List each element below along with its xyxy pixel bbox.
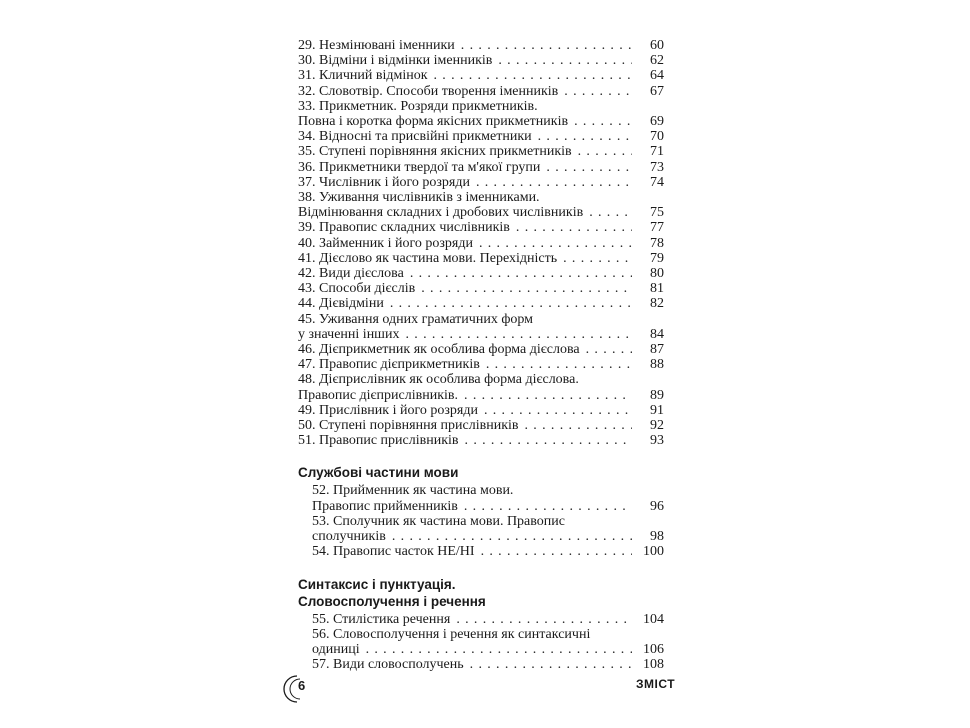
toc-entry-number: 36. <box>298 159 316 175</box>
toc-entry <box>298 627 670 657</box>
toc-entry-title: Прикметник. Розряди прикметників. <box>319 98 538 114</box>
toc-entry-line <box>298 84 670 99</box>
toc-entry-title: Види словосполучень <box>333 657 464 673</box>
toc-entry-title: Уживання одних граматичних форм <box>319 311 534 327</box>
toc-entry-page: 89 <box>650 387 664 403</box>
toc-entry-page: 71 <box>650 144 664 160</box>
toc-entry-line <box>298 38 670 53</box>
toc-entry-line <box>298 403 670 418</box>
toc-entry-line <box>298 236 670 251</box>
toc-entry-title: Дієприкметник як особлива форма дієслова <box>319 342 580 358</box>
toc-entry-number: 29. <box>298 38 316 53</box>
toc-entry-number: 53. <box>312 513 330 529</box>
leader-dots <box>405 327 632 342</box>
toc-entry <box>298 236 670 251</box>
toc-group-syntax <box>298 612 670 673</box>
toc-entry-page: 92 <box>650 418 664 434</box>
toc-entry <box>298 372 670 402</box>
toc-entry-line <box>298 372 670 387</box>
toc-entry-number: 54. <box>312 544 330 560</box>
leader-dots <box>586 342 632 357</box>
toc-entry-title: Ступені порівняння якісних прикметників <box>319 144 572 160</box>
toc-entry-title: Дієприслівник як особлива форма дієслова. <box>319 372 579 388</box>
toc-entry-line <box>298 68 670 83</box>
toc-entry-page: 98 <box>650 529 664 545</box>
toc-entry-title: Способи дієслів <box>319 281 416 297</box>
toc-entry-page: 106 <box>643 641 664 657</box>
toc-entry-page: 73 <box>650 159 664 175</box>
toc-entry-number: 50. <box>298 418 316 434</box>
toc-entry-line <box>298 251 670 266</box>
leader-dots <box>456 612 632 627</box>
toc-entry-title: Правопис складних числівників <box>319 220 510 236</box>
leader-dots <box>461 38 632 53</box>
toc-entry-page: 80 <box>650 266 664 282</box>
toc-entry-page: 84 <box>650 326 664 342</box>
toc-entry-title: Дієслово як частина мови. Перехідність <box>319 250 558 266</box>
section-title-syntax <box>298 576 670 610</box>
toc-entry-line <box>298 220 670 235</box>
leader-dots <box>498 53 632 68</box>
toc-entry-title: Стилістика речення <box>333 611 451 627</box>
toc-entry-number: 52. <box>312 483 330 499</box>
toc-entry-line <box>298 160 670 175</box>
toc-entry-line <box>312 483 670 498</box>
toc-entry-number: 38. <box>298 190 316 206</box>
toc-entry-title: Повна і коротка форма якісних прикметників <box>298 114 569 130</box>
toc-entry <box>298 266 670 281</box>
toc-entry-page: 81 <box>650 281 664 297</box>
toc-entry-line <box>298 327 670 342</box>
toc-entry-number: 32. <box>298 83 316 99</box>
toc-entry-title: Відмінювання складних і дробових числівників <box>298 205 584 221</box>
toc-entry <box>298 129 670 144</box>
toc-entry-number: 51. <box>298 433 316 449</box>
toc-entry <box>298 544 670 559</box>
toc-entry-page: 77 <box>650 220 664 236</box>
toc-entry-number: 39. <box>298 220 316 236</box>
toc-entry <box>298 357 670 372</box>
toc-entry <box>298 418 670 433</box>
toc-entry-number: 43. <box>298 281 316 297</box>
toc-entry <box>298 483 670 513</box>
toc-entry-page: 75 <box>650 205 664 221</box>
toc-entry-number: 56. <box>312 626 330 642</box>
leader-dots <box>390 296 632 311</box>
toc-entry-line <box>298 190 670 205</box>
toc-entry-line <box>298 357 670 372</box>
toc-entry-page: 91 <box>650 402 664 418</box>
toc-entry-page: 88 <box>650 357 664 373</box>
toc-entry-page: 64 <box>650 68 664 84</box>
toc-entry <box>298 190 670 220</box>
leader-dots <box>574 114 632 129</box>
toc-entry-line <box>312 529 670 544</box>
toc-entry-line <box>298 99 670 114</box>
leader-dots <box>421 281 632 296</box>
toc-entry-page: 79 <box>650 250 664 266</box>
toc-entry <box>298 296 670 311</box>
section-title-syntax-line2: Словосполучення і речення <box>298 593 486 609</box>
toc-entry <box>298 220 670 235</box>
toc-entry-number: 35. <box>298 144 316 160</box>
toc-entry <box>298 251 670 266</box>
toc-entry-number: 49. <box>298 402 316 418</box>
leader-dots <box>392 529 632 544</box>
toc-entry <box>298 53 670 68</box>
toc-entry-page: 69 <box>650 114 664 130</box>
toc-entry-number: 45. <box>298 311 316 327</box>
toc-entry-title: Відміни і відмінки іменників <box>319 53 493 69</box>
toc-entry-line <box>298 418 670 433</box>
running-footer-title: ЗМІСТ <box>636 677 676 691</box>
section-title-service-parts: Службові частини мови <box>298 465 459 481</box>
toc-entry-number: 34. <box>298 129 316 145</box>
toc-entry-line <box>298 388 670 403</box>
toc-entry <box>298 160 670 175</box>
toc-entry-line <box>298 296 670 311</box>
toc-entry-title: Прислівник і його розряди <box>319 402 478 418</box>
leader-dots <box>479 236 632 251</box>
toc-entry-number: 37. <box>298 174 316 190</box>
toc-group-service-parts <box>298 483 670 559</box>
toc-entry-line <box>298 266 670 281</box>
toc-entry-number: 57. <box>312 657 330 673</box>
leader-dots <box>410 266 632 281</box>
toc-entry-title: сполучників <box>312 529 386 545</box>
toc-entry-title: Відносні та присвійні прикметники <box>319 129 532 145</box>
toc-entry-line <box>298 205 670 220</box>
toc-entry-title: Сполучник як частина мови. Правопис <box>333 513 565 529</box>
toc-entry-title: Правопис дієприкметників <box>319 357 480 373</box>
toc-entry-title: Кличний відмінок <box>319 68 428 84</box>
toc-entry <box>298 514 670 544</box>
toc-entry-page: 60 <box>650 38 664 53</box>
toc-entry-page: 62 <box>650 53 664 69</box>
toc-entry-line <box>298 129 670 144</box>
page-number-badge <box>283 674 313 704</box>
toc-entry-title: Словотвір. Способи творення іменників <box>319 83 559 99</box>
leader-dots <box>546 160 632 175</box>
toc-entry-page: 67 <box>650 83 664 99</box>
leader-dots <box>578 144 632 159</box>
toc-group-morphology <box>298 38 670 448</box>
toc-entry-title: у значенні інших <box>298 326 400 342</box>
toc-entry-number: 41. <box>298 250 316 266</box>
toc-entry <box>298 38 670 53</box>
toc-entry-title: одиниці <box>312 641 360 657</box>
section-title-syntax-line1: Синтаксис і пунктуація. <box>298 576 456 592</box>
toc-entry <box>298 281 670 296</box>
toc-entry-title: Словосполучення і речення як синтаксичні <box>333 626 591 642</box>
toc-entry-title: Числівник і його розряди <box>319 174 470 190</box>
toc-entry-page: 96 <box>650 498 664 514</box>
toc-entry <box>298 99 670 129</box>
toc-entry-number: 30. <box>298 53 316 69</box>
toc-entry-line <box>298 433 670 448</box>
toc-entry <box>298 84 670 99</box>
page-number: 6 <box>298 678 306 693</box>
leader-dots <box>484 403 632 418</box>
toc-entry-page: 93 <box>650 433 664 449</box>
toc-entry-line <box>312 657 670 672</box>
toc-entry-title: Ступені порівняння прислівників <box>319 418 519 434</box>
toc-entry-line <box>298 281 670 296</box>
toc-entry <box>298 175 670 190</box>
toc-entry-line <box>312 627 670 642</box>
leader-dots <box>589 205 632 220</box>
table-of-contents <box>298 38 670 672</box>
leader-dots <box>464 388 632 403</box>
toc-entry-page: 108 <box>643 657 664 673</box>
leader-dots <box>434 68 633 83</box>
toc-entry-title: Прикметники твердої та м'якої групи <box>319 159 541 175</box>
toc-entry <box>298 433 670 448</box>
toc-entry-line <box>298 312 670 327</box>
toc-entry-title: Дієвідміни <box>319 296 384 312</box>
toc-entry-line <box>298 144 670 159</box>
leader-dots <box>366 642 632 657</box>
toc-entry <box>298 612 670 627</box>
toc-entry-number: 48. <box>298 372 316 388</box>
toc-entry-title: Правопис прислівників <box>319 433 459 449</box>
toc-entry-number: 40. <box>298 235 316 251</box>
leader-dots <box>465 433 632 448</box>
toc-entry-line <box>312 612 670 627</box>
leader-dots <box>481 544 632 559</box>
leader-dots <box>563 251 632 266</box>
toc-entry <box>298 657 670 672</box>
toc-entry-line <box>312 642 670 657</box>
toc-entry-title: Прийменник як частина мови. <box>333 483 514 499</box>
toc-entry-title: Уживання числівників з іменниками. <box>319 190 540 206</box>
toc-entry-line <box>298 175 670 190</box>
toc-entry-page: 78 <box>650 235 664 251</box>
toc-entry-page: 104 <box>643 611 664 627</box>
toc-entry-line <box>298 114 670 129</box>
toc-entry-title: Займенник і його розряди <box>319 235 473 251</box>
leader-dots <box>464 499 632 514</box>
toc-entry-title: Види дієслова <box>319 266 404 282</box>
toc-entry-title: Правопис часток НЕ/НІ <box>333 544 475 560</box>
leader-dots <box>564 84 632 99</box>
toc-entry-page: 82 <box>650 296 664 312</box>
leader-dots <box>538 129 632 144</box>
toc-entry-page: 100 <box>643 544 664 560</box>
toc-entry-line <box>312 544 670 559</box>
toc-entry-line <box>312 499 670 514</box>
toc-entry <box>298 342 670 357</box>
toc-entry <box>298 312 670 342</box>
toc-entry <box>298 144 670 159</box>
toc-entry-number: 33. <box>298 98 316 114</box>
leader-dots <box>476 175 632 190</box>
toc-entry-line <box>312 514 670 529</box>
toc-entry-number: 55. <box>312 611 330 627</box>
leader-dots <box>486 357 632 372</box>
toc-entry-number: 47. <box>298 357 316 373</box>
toc-entry-title: Правопис дієприслівників. <box>298 387 459 403</box>
toc-entry-page: 70 <box>650 129 664 145</box>
toc-entry-number: 31. <box>298 68 316 84</box>
leader-dots <box>516 220 632 235</box>
leader-dots <box>525 418 633 433</box>
toc-entry-title: Незмінювані іменники <box>319 38 455 53</box>
toc-entry-number: 44. <box>298 296 316 312</box>
toc-entry-page: 87 <box>650 342 664 358</box>
toc-entry <box>298 68 670 83</box>
toc-entry-line <box>298 53 670 68</box>
toc-entry-title: Правопис прийменників <box>312 498 458 514</box>
toc-entry-page: 74 <box>650 174 664 190</box>
toc-entry-number: 42. <box>298 266 316 282</box>
toc-entry-number: 46. <box>298 342 316 358</box>
toc-entry-line <box>298 342 670 357</box>
toc-entry <box>298 403 670 418</box>
leader-dots <box>470 657 632 672</box>
